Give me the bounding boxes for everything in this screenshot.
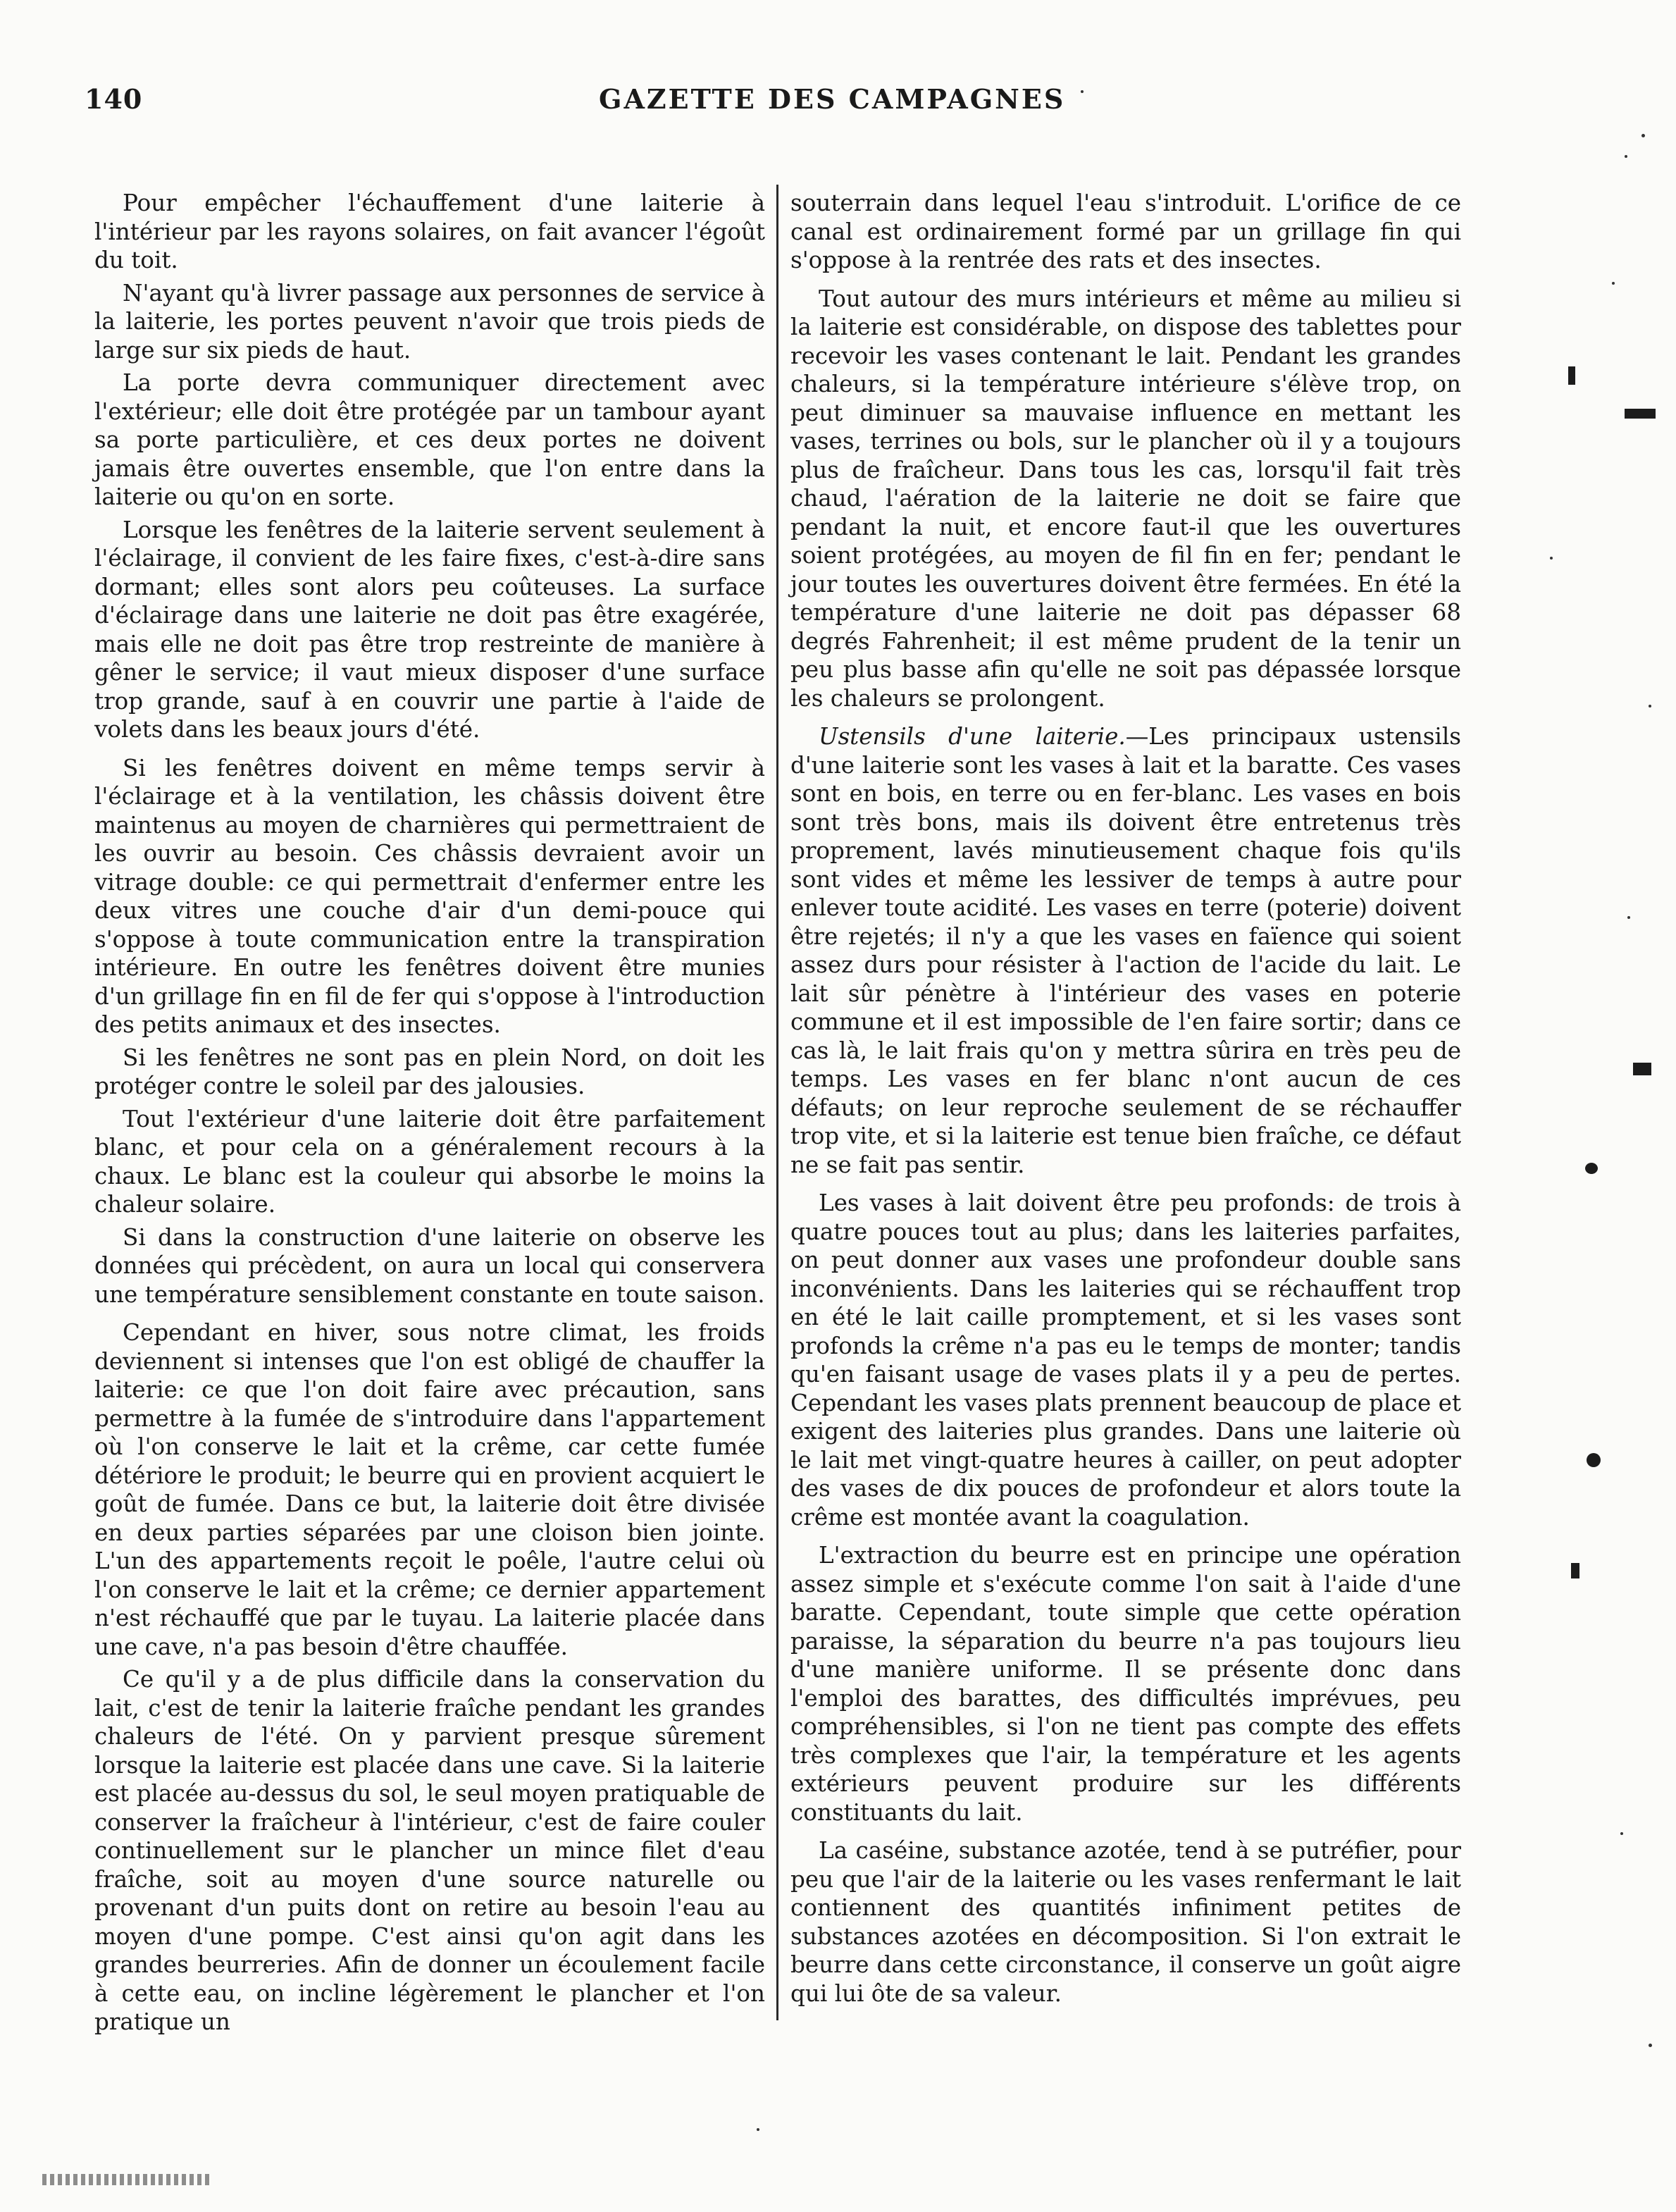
paragraph: Si les fenêtres doivent en même temps servir à l'éclairage et à la ventilation, les châssis doivent être maintenus au moyen de charnières qui permettraient de les ouvrir au besoin. Ces châssis devraient avoir un vitrage double: ce qui permettrait d'enfermer entre les deux vitres une couche d'air d'un demi-pouce qui s'oppose à toute communication entre la transpiration intérieure. En outre les fenêtres doivent être munies d'un grillage fin en fil de fer qui s'oppose à l'introduction des petits animaux et des insectes.: [94, 754, 765, 1038]
page-number: 140: [85, 83, 143, 115]
paragraph: Si les fenêtres ne sont pas en plein Nord, on doit les protéger contre le soleil par des jalousies.: [94, 1044, 765, 1099]
paragraph: Ce qu'il y a de plus difficile dans la conservation du lait, c'est de tenir la laiterie fraîche pendant les grandes chaleurs de l'été. On y parvient presque sûrement lorsque la laiterie est placée dans une cave. Si la laiterie est placée au-dessus du sol, le seul moyen pratiquable de conserver la fraîcheur à l'intérieur, c'est de faire couler continuellement sur le plancher un mince filet d'eau fraîche, soit au moyen d'une source naturelle ou provenant d'un puits dont on retire au besoin l'eau au moyen d'une pompe. C'est ainsi qu'on agit dans les grandes beurreries. Afin de donner un écoulement facile à cette eau, on incline légèrement le plancher et l'on pratique un: [94, 1666, 765, 2035]
paragraph: souterrain dans lequel l'eau s'introduit. L'orifice de ce canal est ordinairement formé par un grillage fin qui s'oppose à la rentrée des rats et des insectes.: [790, 190, 1461, 273]
right-column: [790, 189, 1461, 2012]
paragraph: Tout l'extérieur d'une laiterie doit être parfaitement blanc, et pour cela on a généralement recours à la chaux. Le blanc est la couleur qui absorbe le moins la chaleur solaire.: [94, 1105, 765, 1218]
paragraph: L'extraction du beurre est en principe une opération assez simple et s'exécute comme l'on sait à l'aide d'une baratte. Cependant, toute simple que cette opération paraisse, la séparation du beurre n'a pas toujours lieu d'une manière uniforme. Il se présente donc dans l'emploi des barattes, des difficultés imprévues, peu compréhensibles, si l'on ne tient pas compte des effets très complexes que l'air, la température et les agents extérieurs peuvent produire sur les différents constituants du lait.: [790, 1542, 1461, 1826]
paragraph: Tout autour des murs intérieurs et même au milieu si la laiterie est considérable, on dispose des tablettes pour recevoir les vases contenant le lait. Pendant les grandes chaleurs, si la température intérieure s'élève trop, on peut diminuer sa mauvaise influence en mettant les vases, terrines ou bols, sur le plancher où il y a toujours plus de fraîcheur. Dans tous les cas, lorsqu'il fait très chaud, l'aération de la laiterie ne doit se faire que pendant la nuit, et encore faut-il que les ouvertures soient protégées, au moyen de fil fin en fer; pendant le jour toutes les ouvertures doivent être fermées. En été la température d'une laiterie ne doit pas dépasser 68 degrés Fahrenheit; il est même prudent de la tenir un peu plus basse afin qu'elle ne soit pas dépassée lorsque les chaleurs se prolongent.: [790, 285, 1461, 712]
paragraph: N'ayant qu'à livrer passage aux personnes de service à la laiterie, les portes peuvent n'avoir que trois pieds de large sur six pieds de haut.: [94, 279, 765, 364]
paragraph: Si dans la construction d'une laiterie on observe les données qui précèdent, on aura un local qui conservera une température sensiblement constante en toute saison.: [94, 1223, 765, 1308]
column-divider: [776, 185, 778, 2020]
section-body: —Les principaux ustensils d'une laiterie sont les vases à lait et la baratte. Ces vases sont en bois, en terre ou en fer-blanc. Les vases en bois sont très bons, mais ils doivent être entretenus très proprement, lavés minutieusement chaque fois qu'ils sont vides et même les lessiver de temps à autre pour enlever toute acidité. Les vases en terre (poterie) doivent être rejetés; il n'y a que les vases en faïence qui soient assez durs pour résister à l'action de l'acide du lait. Le lait sûr pénètre à l'intérieur des vases en poterie commune et il est impossible de l'en faire sortir; dans ce cas là, le lait frais qu'on y mettra sûrira en très peu de temps. Les vases en fer blanc n'ont aucun de ces défauts; on leur reproche seulement de se réchauffer trop vite, et si la laiterie est tenue bien fraîche, ce défaut ne se fait pas sentir.: [790, 723, 1461, 1178]
left-column: [94, 189, 765, 2041]
paragraph: La porte devra communiquer directement avec l'extérieur; elle doit être protégée par un tambour ayant sa porte particulière, et ces deux portes ne doivent jamais être ouvertes ensemble, que l'on entre dans la laiterie ou qu'on en sorte.: [94, 369, 765, 510]
paragraph: Pour empêcher l'échauffement d'une laiterie à l'intérieur par les rayons solaires, on fait avancer l'égoût du toit.: [94, 190, 765, 273]
running-title: GAZETTE DES CAMPAGNES: [599, 83, 1066, 115]
paragraph: Les vases à lait doivent être peu profonds: de trois à quatre pouces tout au plus; dans les laiteries parfaites, on peut donner aux vases une profondeur double sans inconvénients. Dans les laiteries qui se réchauffent trop en été le lait caille promptement, et si les vases sont profonds la crême n'a pas eu le temps de monter; tandis qu'en faisant usage de vases plats il y a peu de pertes. Cependant les vases plats prennent beaucoup de place et exigent des laiteries plus grandes. Dans une laiterie où le lait met vingt-quatre heures à cailler, on peut adopter des vases de dix pouces de profondeur et alors toute la crême est montée avant la coagulation.: [790, 1190, 1461, 1531]
paragraph: La caséine, substance azotée, tend à se putréfier, pour peu que l'air de la laiterie ou les vases renfermant le lait contiennent des quantités infiniment petites de substances azotées en décomposition. Si l'on extrait le beurre dans cette circonstance, il conserve un goût aigre qui lui ôte de sa valeur.: [790, 1837, 1461, 2007]
paragraph: Cependant en hiver, sous notre climat, les froids deviennent si intenses que l'on est obligé de chauffer la laiterie: ce que l'on doit faire avec précaution, sans permettre à la fumée de s'introduire dans l'appartement où l'on conserve le lait et la crême, car cette fumée détériore le produit; le beurre qui en provient acquiert le goût de fumée. Dans ce but, la laiterie doit être divisée en deux parties séparées par une cloison bien jointe. L'un des appartements reçoit le poêle, l'autre celui où l'on conserve le lait et la crême; ce dernier appartement n'est réchauffé que par le tuyau. La laiterie placée dans une cave, n'a pas besoin d'être chauffée.: [94, 1319, 765, 1660]
section-lead: Ustensils d'une laiterie.: [819, 723, 1126, 750]
scan-bottom-mark: [42, 2174, 211, 2185]
paragraph: Lorsque les fenêtres de la laiterie servent seulement à l'éclairage, il convient de les faire fixes, c'est-à-dire sans dormant; elles sont alors peu coûteuses. La surface d'éclairage dans une laiterie ne doit pas être exagérée, mais elle ne doit pas être trop restreinte de manière à gêner le service; il vaut mieux disposer d'une surface trop grande, sauf à en couvrir une partie à l'aide de volets dans les beaux jours d'été.: [94, 516, 765, 743]
paragraph-ustensils: [790, 722, 1461, 1179]
page-header: [85, 83, 1529, 125]
